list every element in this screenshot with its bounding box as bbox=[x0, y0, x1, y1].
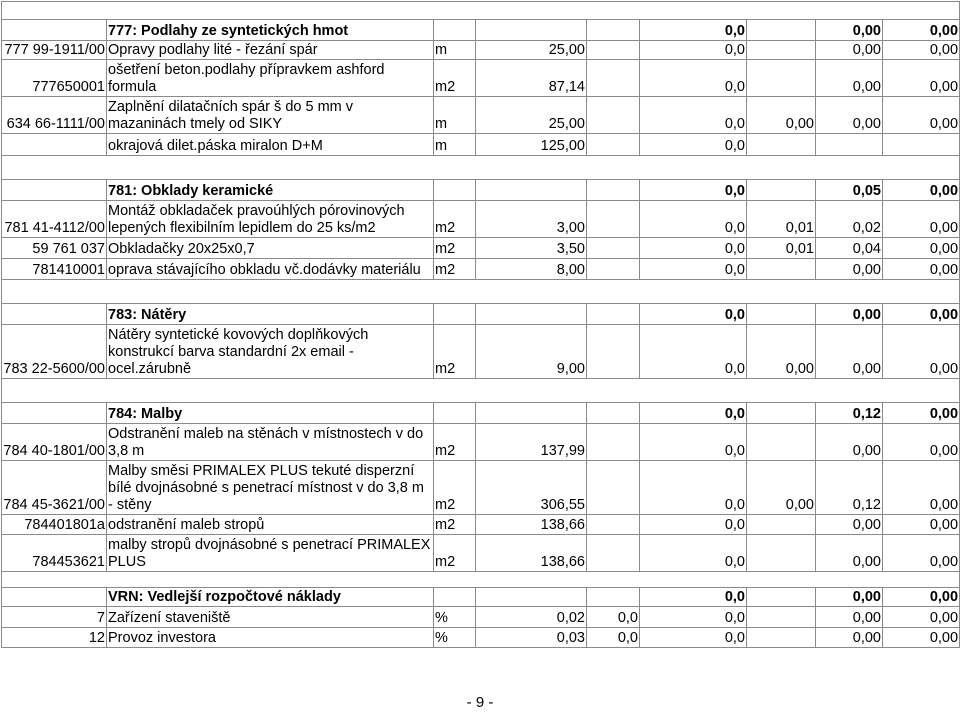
weight-cell bbox=[747, 20, 816, 41]
qty-cell bbox=[476, 588, 587, 607]
code-cell: 634 66-1111/00 bbox=[2, 97, 107, 134]
weight-cell bbox=[747, 259, 816, 280]
price-cell: 0,0 bbox=[640, 41, 747, 60]
description-cell: oprava stávajícího obkladu vč.dodávky materiálu bbox=[107, 259, 434, 280]
unit-price-cell bbox=[587, 403, 640, 424]
empty-cell bbox=[2, 156, 960, 180]
volume-cell: 0,00 bbox=[816, 325, 883, 379]
volume-cell: 0,00 bbox=[816, 628, 883, 648]
unit-cell bbox=[434, 180, 476, 201]
weight-cell: 0,00 bbox=[747, 325, 816, 379]
price-cell: 0,0 bbox=[640, 259, 747, 280]
total-cell: 0,00 bbox=[883, 259, 960, 280]
unit-cell: m2 bbox=[434, 515, 476, 535]
unit-price-cell bbox=[587, 461, 640, 515]
code-cell: 784 40-1801/00 bbox=[2, 424, 107, 461]
code-cell: 784453621 bbox=[2, 535, 107, 572]
page-number: - 9 - bbox=[466, 694, 494, 711]
item-row bbox=[2, 238, 960, 259]
price-cell: 0,0 bbox=[640, 515, 747, 535]
code-cell: 783 22-5600/00 bbox=[2, 325, 107, 379]
quantity-cell: 8,00 bbox=[476, 259, 587, 280]
unit-price-cell bbox=[587, 134, 640, 156]
total-cell: 0,00 bbox=[883, 588, 960, 607]
empty-cell bbox=[2, 572, 960, 588]
section-row bbox=[2, 180, 960, 201]
weight-cell bbox=[747, 60, 816, 97]
section-row bbox=[2, 304, 960, 325]
volume-cell: 0,00 bbox=[816, 607, 883, 628]
price-cell: 0,0 bbox=[640, 535, 747, 572]
total-cell: 0,00 bbox=[883, 628, 960, 648]
unit-cell bbox=[434, 20, 476, 41]
unit-cell: % bbox=[434, 607, 476, 628]
price-cell: 0,0 bbox=[640, 304, 747, 325]
price-cell: 0,0 bbox=[640, 461, 747, 515]
volume-cell: 0,12 bbox=[816, 403, 883, 424]
volume-cell: 0,00 bbox=[816, 97, 883, 134]
unit-cell: m bbox=[434, 41, 476, 60]
section-title: 777: Podlahy ze syntetických hmot bbox=[107, 20, 434, 41]
unit-price-cell bbox=[587, 97, 640, 134]
qty-cell bbox=[476, 180, 587, 201]
total-cell: 0,00 bbox=[883, 607, 960, 628]
description-cell: Malby směsi PRIMALEX PLUS tekuté disperzní bílé dvojnásobné s penetrací místnost v do 3,8 m - stěny bbox=[107, 461, 434, 515]
unit-cell: m2 bbox=[434, 424, 476, 461]
quantity-cell: 137,99 bbox=[476, 424, 587, 461]
description-cell: Nátěry syntetické kovových doplňkových konstrukcí barva standardní 2x email - ocel.zárubně bbox=[107, 325, 434, 379]
spacer-row bbox=[2, 280, 960, 304]
volume-cell: 0,04 bbox=[816, 238, 883, 259]
total-cell: 0,00 bbox=[883, 201, 960, 238]
code-cell: 781 41-4112/00 bbox=[2, 201, 107, 238]
spacer-row bbox=[2, 572, 960, 588]
item-row bbox=[2, 259, 960, 280]
section-title: 781: Obklady keramické bbox=[107, 180, 434, 201]
code-cell: 784 45-3621/00 bbox=[2, 461, 107, 515]
price-cell: 0,0 bbox=[640, 628, 747, 648]
unit-price-cell bbox=[587, 535, 640, 572]
quantity-cell: 125,00 bbox=[476, 134, 587, 156]
weight-cell: 0,01 bbox=[747, 238, 816, 259]
quantity-cell: 0,03 bbox=[476, 628, 587, 648]
volume-cell: 0,02 bbox=[816, 201, 883, 238]
total-cell: 0,00 bbox=[883, 180, 960, 201]
price-cell: 0,0 bbox=[640, 424, 747, 461]
code-cell: 784401801a bbox=[2, 515, 107, 535]
description-cell: Opravy podlahy lité - řezání spár bbox=[107, 41, 434, 60]
weight-cell bbox=[747, 304, 816, 325]
total-cell: 0,00 bbox=[883, 535, 960, 572]
price-cell: 0,0 bbox=[640, 60, 747, 97]
empty-cell bbox=[2, 2, 960, 20]
item-row bbox=[2, 201, 960, 238]
description-cell: Montáž obkladaček pravoúhlých pórovinových lepených flexibilním lepidlem do 25 ks/m2 bbox=[107, 201, 434, 238]
unit-cell: m2 bbox=[434, 238, 476, 259]
unit-price-cell bbox=[587, 259, 640, 280]
empty-cell bbox=[2, 280, 960, 304]
code-cell: 12 bbox=[2, 628, 107, 648]
weight-cell bbox=[747, 607, 816, 628]
unit-price-cell bbox=[587, 60, 640, 97]
weight-cell bbox=[747, 628, 816, 648]
unit-price-cell bbox=[587, 180, 640, 201]
quantity-cell: 138,66 bbox=[476, 515, 587, 535]
description-cell: ošetření beton.podlahy přípravkem ashford formula bbox=[107, 60, 434, 97]
section-title: 783: Nátěry bbox=[107, 304, 434, 325]
code-cell bbox=[2, 588, 107, 607]
item-row bbox=[2, 97, 960, 134]
unit-price-cell bbox=[587, 201, 640, 238]
unit-cell bbox=[434, 403, 476, 424]
code-cell: 777 99-1911/00 bbox=[2, 41, 107, 60]
code-cell: 777650001 bbox=[2, 60, 107, 97]
unit-price-cell: 0,0 bbox=[587, 628, 640, 648]
item-row bbox=[2, 41, 960, 60]
price-cell: 0,0 bbox=[640, 403, 747, 424]
section-title: VRN: Vedlejší rozpočtové náklady bbox=[107, 588, 434, 607]
unit-price-cell bbox=[587, 325, 640, 379]
volume-cell: 0,00 bbox=[816, 259, 883, 280]
code-cell bbox=[2, 20, 107, 41]
total-cell: 0,00 bbox=[883, 515, 960, 535]
weight-cell: 0,00 bbox=[747, 97, 816, 134]
unit-price-cell bbox=[587, 41, 640, 60]
volume-cell: 0,00 bbox=[816, 41, 883, 60]
weight-cell bbox=[747, 424, 816, 461]
unit-price-cell bbox=[587, 20, 640, 41]
unit-cell: m bbox=[434, 97, 476, 134]
unit-cell: m2 bbox=[434, 325, 476, 379]
code-cell: 59 761 037 bbox=[2, 238, 107, 259]
item-row bbox=[2, 515, 960, 535]
code-cell: 7 bbox=[2, 607, 107, 628]
volume-cell: 0,00 bbox=[816, 20, 883, 41]
vrn-row bbox=[2, 607, 960, 628]
code-cell bbox=[2, 403, 107, 424]
unit-cell bbox=[434, 304, 476, 325]
unit-cell: m2 bbox=[434, 535, 476, 572]
code-cell bbox=[2, 134, 107, 156]
price-cell: 0,0 bbox=[640, 180, 747, 201]
spacer-row bbox=[2, 2, 960, 20]
volume-cell: 0,00 bbox=[816, 588, 883, 607]
volume-cell: 0,00 bbox=[816, 515, 883, 535]
total-cell: 0,00 bbox=[883, 41, 960, 60]
description-cell: odstranění maleb stropů bbox=[107, 515, 434, 535]
section-title: 784: Malby bbox=[107, 403, 434, 424]
volume-cell: 0,12 bbox=[816, 461, 883, 515]
quantity-cell: 0,02 bbox=[476, 607, 587, 628]
item-row bbox=[2, 134, 960, 156]
description-cell: malby stropů dvojnásobné s penetrací PRIMALEX PLUS bbox=[107, 535, 434, 572]
description-cell: Zaplnění dilatačních spár š do 5 mm v mazaninách tmely od SIKY bbox=[107, 97, 434, 134]
total-cell: 0,00 bbox=[883, 60, 960, 97]
quantity-cell: 3,00 bbox=[476, 201, 587, 238]
unit-cell: m bbox=[434, 134, 476, 156]
weight-cell bbox=[747, 41, 816, 60]
description-cell: Zařízení staveniště bbox=[107, 607, 434, 628]
quantity-cell: 306,55 bbox=[476, 461, 587, 515]
price-cell: 0,0 bbox=[640, 201, 747, 238]
budget-table bbox=[1, 1, 960, 648]
unit-price-cell bbox=[587, 515, 640, 535]
volume-cell: 0,00 bbox=[816, 304, 883, 325]
volume-cell bbox=[816, 134, 883, 156]
volume-cell: 0,00 bbox=[816, 424, 883, 461]
volume-cell: 0,00 bbox=[816, 535, 883, 572]
unit-price-cell bbox=[587, 588, 640, 607]
unit-cell bbox=[434, 588, 476, 607]
section-row bbox=[2, 403, 960, 424]
weight-cell bbox=[747, 134, 816, 156]
weight-cell: 0,01 bbox=[747, 201, 816, 238]
description-cell: Odstranění maleb na stěnách v místnostech v do 3,8 m bbox=[107, 424, 434, 461]
unit-cell: % bbox=[434, 628, 476, 648]
volume-cell: 0,00 bbox=[816, 60, 883, 97]
total-cell: 0,00 bbox=[883, 304, 960, 325]
weight-cell bbox=[747, 180, 816, 201]
vrn-row bbox=[2, 628, 960, 648]
quantity-cell: 25,00 bbox=[476, 41, 587, 60]
price-cell: 0,0 bbox=[640, 97, 747, 134]
unit-price-cell bbox=[587, 238, 640, 259]
price-cell: 0,0 bbox=[640, 607, 747, 628]
weight-cell bbox=[747, 515, 816, 535]
code-cell: 781410001 bbox=[2, 259, 107, 280]
item-row bbox=[2, 424, 960, 461]
total-cell: 0,00 bbox=[883, 325, 960, 379]
code-cell bbox=[2, 180, 107, 201]
description-cell: Obkladačky 20x25x0,7 bbox=[107, 238, 434, 259]
quantity-cell: 25,00 bbox=[476, 97, 587, 134]
price-cell: 0,0 bbox=[640, 20, 747, 41]
total-cell: 0,00 bbox=[883, 424, 960, 461]
unit-cell: m2 bbox=[434, 461, 476, 515]
item-row bbox=[2, 461, 960, 515]
unit-price-cell bbox=[587, 304, 640, 325]
unit-cell: m2 bbox=[434, 201, 476, 238]
quantity-cell: 3,50 bbox=[476, 238, 587, 259]
price-cell: 0,0 bbox=[640, 134, 747, 156]
item-row bbox=[2, 325, 960, 379]
spacer-row bbox=[2, 379, 960, 403]
unit-cell: m2 bbox=[434, 259, 476, 280]
spacer-row bbox=[2, 156, 960, 180]
qty-cell bbox=[476, 403, 587, 424]
item-row bbox=[2, 60, 960, 97]
price-cell: 0,0 bbox=[640, 588, 747, 607]
weight-cell bbox=[747, 403, 816, 424]
total-cell: 0,00 bbox=[883, 403, 960, 424]
total-cell: 0,00 bbox=[883, 20, 960, 41]
total-cell bbox=[883, 134, 960, 156]
total-cell: 0,00 bbox=[883, 97, 960, 134]
total-cell: 0,00 bbox=[883, 461, 960, 515]
code-cell bbox=[2, 304, 107, 325]
volume-cell: 0,05 bbox=[816, 180, 883, 201]
qty-cell bbox=[476, 304, 587, 325]
price-cell: 0,0 bbox=[640, 325, 747, 379]
weight-cell: 0,00 bbox=[747, 461, 816, 515]
quantity-cell: 138,66 bbox=[476, 535, 587, 572]
quantity-cell: 9,00 bbox=[476, 325, 587, 379]
description-cell: Provoz investora bbox=[107, 628, 434, 648]
total-cell: 0,00 bbox=[883, 238, 960, 259]
section-row bbox=[2, 588, 960, 607]
unit-price-cell: 0,0 bbox=[587, 607, 640, 628]
description-cell: okrajová dilet.páska miralon D+M bbox=[107, 134, 434, 156]
unit-cell: m2 bbox=[434, 60, 476, 97]
empty-cell bbox=[2, 379, 960, 403]
item-row bbox=[2, 535, 960, 572]
price-cell: 0,0 bbox=[640, 238, 747, 259]
weight-cell bbox=[747, 535, 816, 572]
weight-cell bbox=[747, 588, 816, 607]
section-row bbox=[2, 20, 960, 41]
qty-cell bbox=[476, 20, 587, 41]
unit-price-cell bbox=[587, 424, 640, 461]
quantity-cell: 87,14 bbox=[476, 60, 587, 97]
